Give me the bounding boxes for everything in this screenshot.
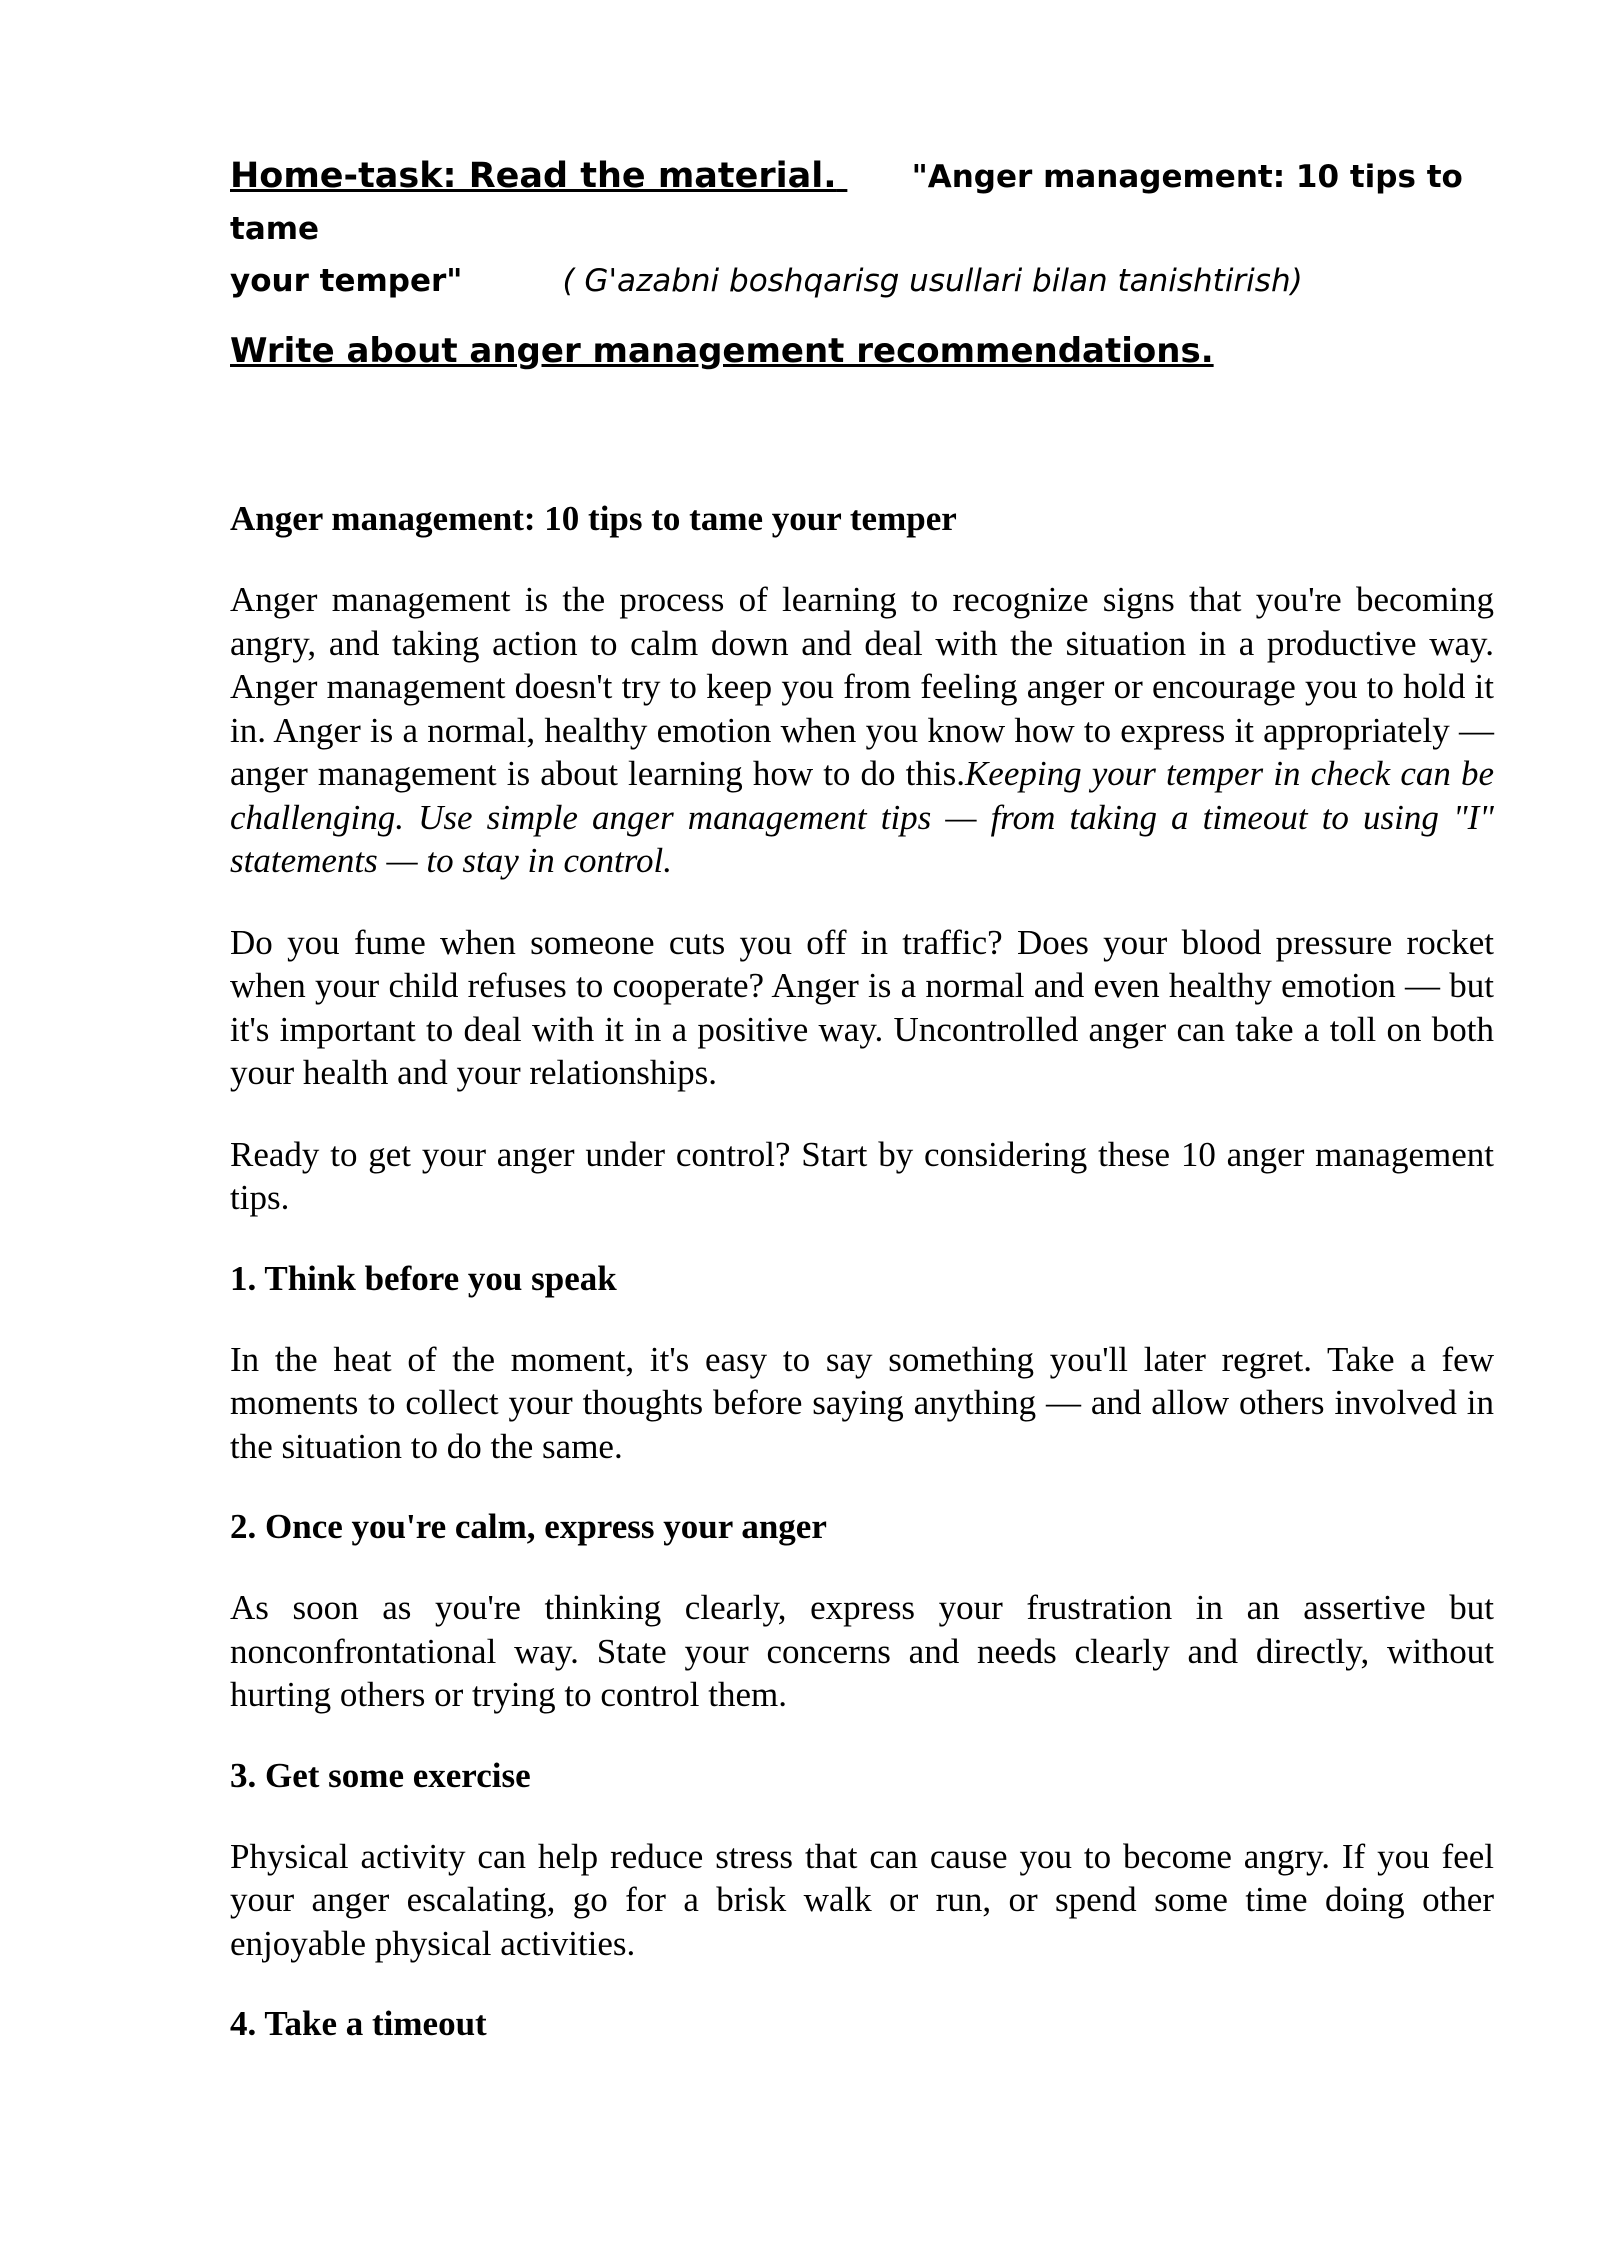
hometask-line-2: [230, 255, 1494, 307]
tip-3-body: Physical activity can help reduce stress that can cause you to become angry. If you feel your anger escalating, go for a brisk walk or run, or spend some time doing other enjoyable physical activities.: [230, 1836, 1494, 1963]
article-title: Anger management: 10 tips to tame your temper: [230, 499, 957, 538]
intro-paragraph: [230, 578, 1494, 883]
paragraph-3: Ready to get your anger under control? Start by considering these 10 anger management tips.: [230, 1134, 1494, 1217]
hometask-title-part1: "Anger management: 10 tips to tame: [230, 159, 1463, 247]
hometask-line: [230, 150, 1494, 255]
tip-3-heading: 3. Get some exercise: [230, 1755, 531, 1795]
write-task-instruction: Write about anger management recommendations.: [230, 331, 1214, 371]
hometask-title-part2: your temper": [230, 263, 463, 299]
document-page: [230, 150, 1494, 2045]
intro-plain-text: Anger management is the process of learning to recognize signs that you're becoming angry, and taking action to calm down and deal with the situation in a productive way. Anger management doesn't try to keep you from feeling anger or encourage you to hold it in. Anger is a normal, healthy emotion when you know how to express it appropriately — anger management is about learning how to do this.: [230, 580, 1494, 793]
paragraph-2: Do you fume when someone cuts you off in traffic? Does your blood pressure rocket when your child refuses to cooperate? Anger is a normal and even healthy emotion — but it's important to deal with it in a positive way. Uncontrolled anger can take a toll on both your health and your relationships.: [230, 922, 1494, 1092]
tip-1-body: In the heat of the moment, it's easy to say something you'll later regret. Take a few moments to collect your thoughts before saying anything — and allow others involved in the situation to do the same.: [230, 1339, 1494, 1466]
hometask-translation: ( G'azabni boshqarisg usullari bilan tanishtirish): [562, 263, 1303, 299]
tip-2-body: As soon as you're thinking clearly, express your frustration in an assertive but nonconfrontational way. State your concerns and needs clearly and directly, without hurting others or trying to control them.: [230, 1588, 1494, 1714]
tip-2-heading: 2. Once you're calm, express your anger: [230, 1507, 827, 1546]
hometask-underline-gap: [837, 151, 912, 203]
hometask-label: Home-task: Read the material.: [230, 156, 837, 196]
intro-italic-text: Keeping your temper in check can be challenging. Use simple anger management tips — from taking a timeout to using "I" statements — to stay in control.: [230, 754, 1494, 880]
tip-4-heading: 4. Take a timeout: [230, 2004, 487, 2043]
tip-1-heading: 1. Think before you speak: [230, 1258, 617, 1298]
